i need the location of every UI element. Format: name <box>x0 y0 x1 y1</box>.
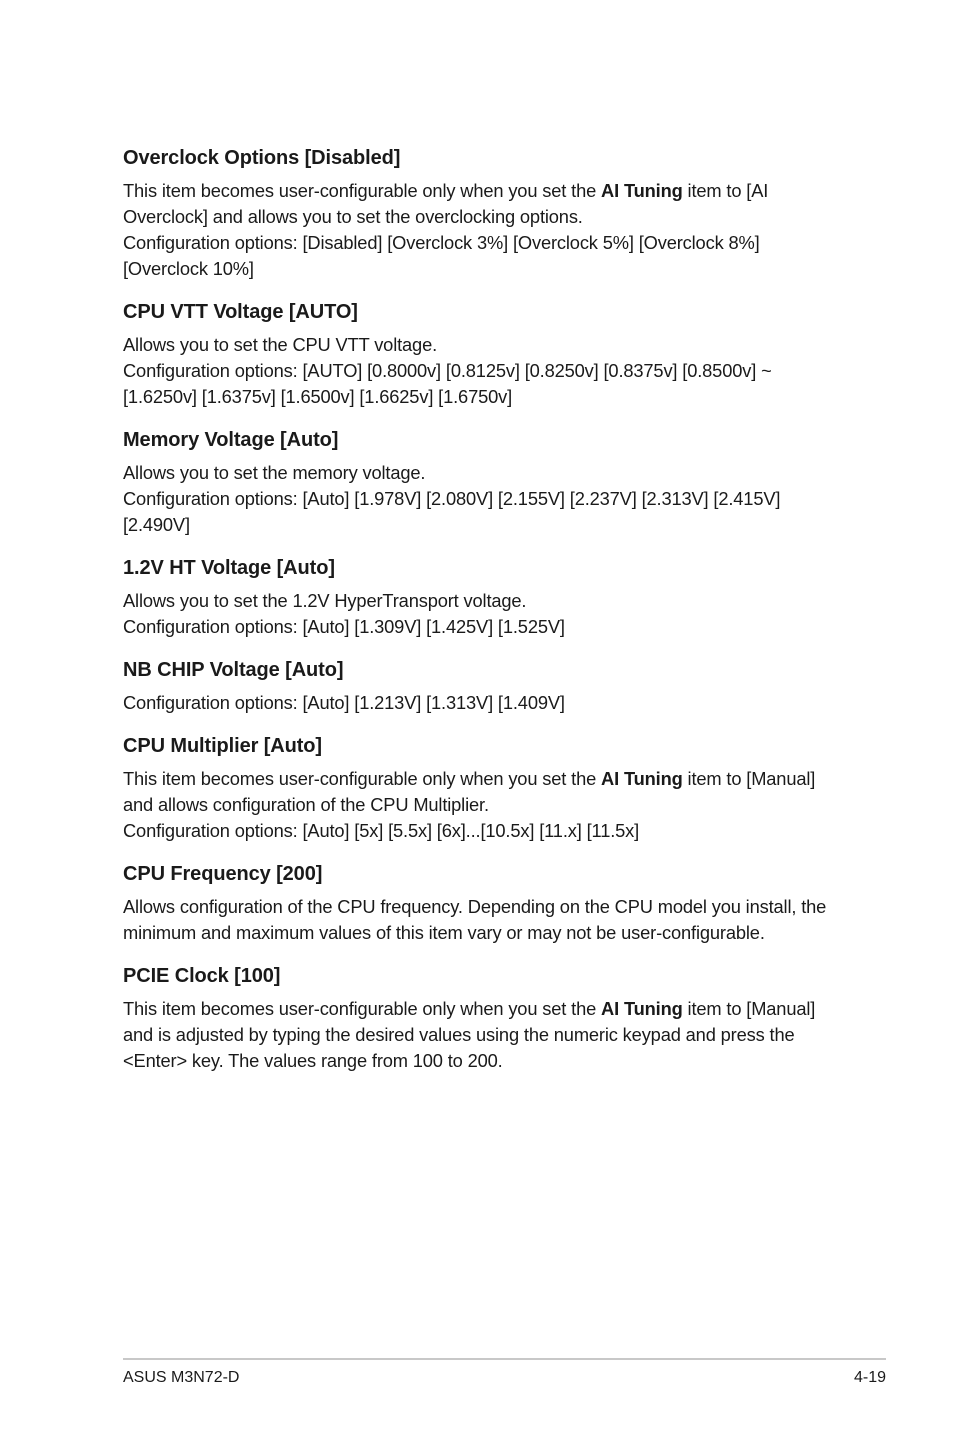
bios-item-section <box>123 963 838 1074</box>
bios-item-heading: Memory Voltage [Auto] <box>123 429 339 451</box>
bios-item-section <box>123 733 838 844</box>
text-run: Configuration options: [Auto] [1.213V] [1.313V] [1.409V] <box>123 692 565 713</box>
text-run: Allows you to set the 1.2V HyperTransport voltage. <box>123 590 527 611</box>
emphasized-term: AI Tuning <box>601 768 683 789</box>
text-run: item to [AI Overclock] and allows you to set the overclocking options. <box>123 180 769 227</box>
text-run: This item becomes user-configurable only when you set the <box>123 998 602 1019</box>
bios-item-description <box>123 614 838 640</box>
bios-item-description <box>123 486 838 538</box>
bios-item-description <box>123 332 838 358</box>
text-run: Configuration options: [Auto] [1.978V] [2.080V] [2.155V] [2.237V] [2.313V] [2.415V] [2.490V] <box>123 488 781 535</box>
bios-item-description <box>123 894 838 946</box>
bios-item-heading: PCIE Clock [100] <box>123 965 281 987</box>
text-run: Configuration options: [AUTO] [0.8000v] [0.8125v] [0.8250v] [0.8375v] [0.8500v] ~ [1.6250v] [1.6375v] [1.6500v] [1.6625v] [1.6750v] <box>123 360 772 407</box>
text-run: Allows you to set the CPU VTT voltage. <box>123 334 438 355</box>
bios-item-section <box>123 861 838 946</box>
bios-item-description <box>123 996 838 1074</box>
bios-item-heading: 1.2V HT Voltage [Auto] <box>123 557 335 579</box>
bios-item-description <box>123 588 838 614</box>
emphasized-term: AI Tuning <box>601 998 683 1019</box>
text-run: Allows you to set the memory voltage. <box>123 462 426 483</box>
manual-page-content <box>123 145 838 1074</box>
text-run: This item becomes user-configurable only when you set the <box>123 768 602 789</box>
footer-divider <box>123 1358 886 1360</box>
footer-page-number: 4-19 <box>853 1369 886 1386</box>
bios-item-description <box>123 178 838 230</box>
text-run: Configuration options: [Auto] [5x] [5.5x] [6x]...[10.5x] [11.x] [11.5x] <box>123 820 640 841</box>
bios-item-heading: CPU Multiplier [Auto] <box>123 735 322 757</box>
text-run: Configuration options: [Auto] [1.309V] [1.425V] [1.525V] <box>123 616 565 637</box>
bios-item-description <box>123 690 838 716</box>
bios-item-description <box>123 230 838 282</box>
bios-item-description <box>123 460 838 486</box>
bios-item-section <box>123 299 838 410</box>
bios-item-heading: NB CHIP Voltage [Auto] <box>123 659 344 681</box>
text-run: This item becomes user-configurable only when you set the <box>123 180 602 201</box>
bios-item-section <box>123 427 838 538</box>
bios-item-section <box>123 145 838 282</box>
bios-item-heading: CPU VTT Voltage [AUTO] <box>123 301 358 323</box>
text-run: item to [Manual] and is adjusted by typing the desired values using the numeric keypad and press the <Enter> key. The values range from 100 to 200. <box>123 998 816 1071</box>
bios-item-description <box>123 766 838 818</box>
emphasized-term: AI Tuning <box>601 180 683 201</box>
footer-product-name: ASUS M3N72-D <box>123 1369 240 1386</box>
bios-item-heading: Overclock Options [Disabled] <box>123 147 401 169</box>
bios-item-section <box>123 555 838 640</box>
bios-item-description <box>123 818 838 844</box>
bios-item-description <box>123 358 838 410</box>
text-run: Allows configuration of the CPU frequency. Depending on the CPU model you install, the minimum and maximum values of this item vary or may not be user-configurable. <box>123 896 827 943</box>
bios-item-heading: CPU Frequency [200] <box>123 863 323 885</box>
text-run: Configuration options: [Disabled] [Overclock 3%] [Overclock 5%] [Overclock 8%] [Overclock 10%] <box>123 232 760 279</box>
text-run: item to [Manual] and allows configuration of the CPU Multiplier. <box>123 768 816 815</box>
bios-item-section <box>123 657 838 716</box>
